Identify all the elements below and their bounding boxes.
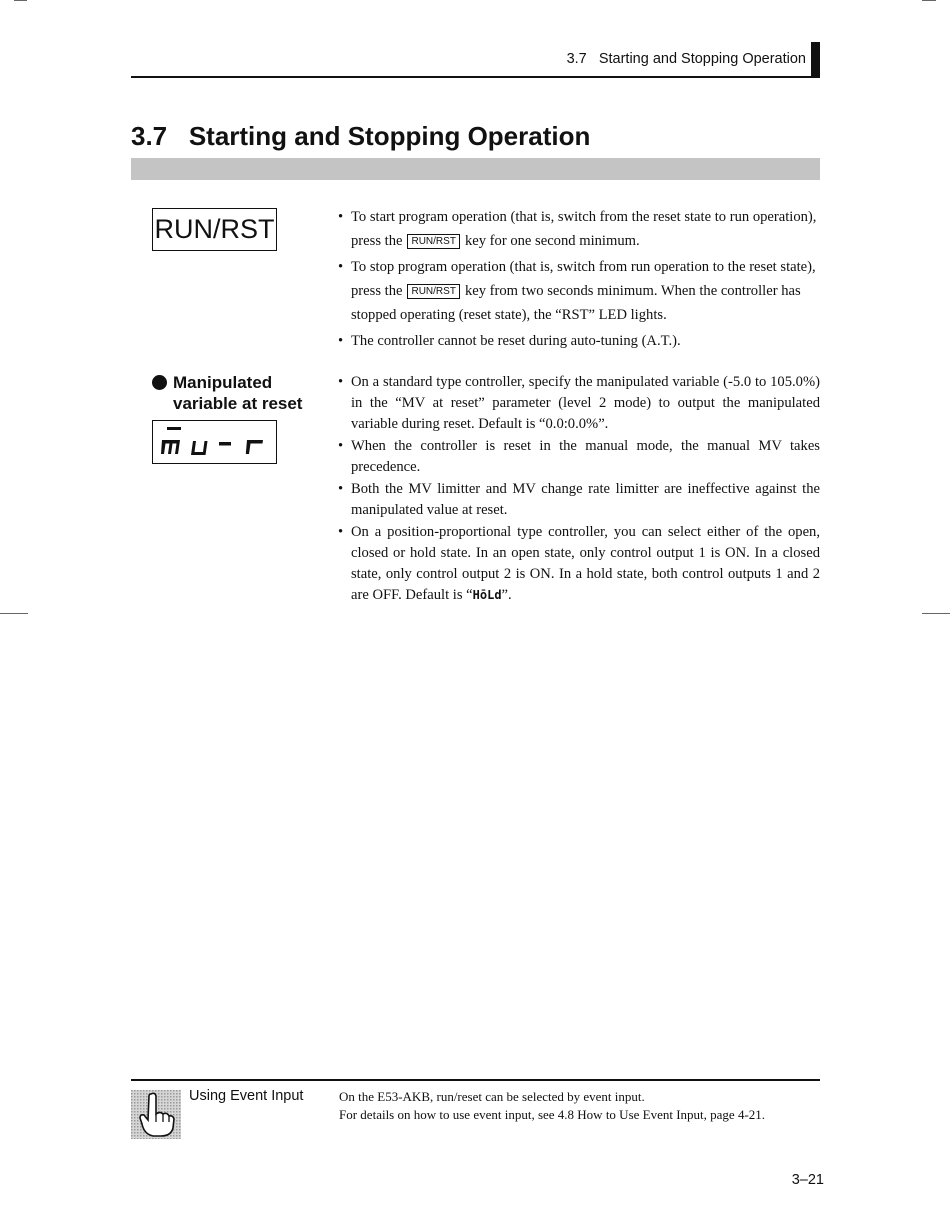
- section-title: 3.7 Starting and Stopping Operation: [131, 121, 591, 151]
- mv-at-reset-bullets: [338, 372, 820, 607]
- run-rst-bullets: [338, 205, 820, 355]
- note-line: For details on how to use event input, see 4.8 How to Use Event Input, page 4-21.: [339, 1107, 766, 1122]
- note-text: [339, 1088, 765, 1124]
- list-item: [338, 255, 820, 327]
- running-header: [131, 42, 820, 78]
- bullet-text: key from two seconds minimum. When the controller has stopped operating (reset state), the “RST” LED lights.: [351, 283, 801, 323]
- bullet-text: To stop program operation (that is, switch from run operation to the reset state), press the: [351, 259, 816, 299]
- list-item: [338, 522, 820, 606]
- header-tab-bar: [811, 42, 820, 76]
- note-line: On the E53-AKB, run/reset can be selected by event input.: [339, 1089, 645, 1104]
- list-item: • Both the MV limitter and MV change rate limitter are ineffective against the manipulated value at reset.: [338, 479, 820, 521]
- bullet-dot-icon: [152, 375, 167, 390]
- crop-mark-mid-right: [922, 613, 950, 614]
- note-label: Using Event Input: [189, 1088, 304, 1104]
- page-number: 3–21: [791, 1172, 824, 1188]
- run-rst-inline-key: RUN/RST: [407, 284, 459, 299]
- hold-display-code: HōLd: [472, 588, 502, 602]
- crop-mark-top-right: [922, 0, 936, 1]
- mv-at-reset-heading: [152, 372, 322, 414]
- run-rst-inline-key: RUN/RST: [407, 234, 459, 249]
- list-item: [338, 205, 820, 253]
- bullet-text: key for one second minimum.: [464, 233, 640, 249]
- mv-at-reset-heading-label: Manipulated variable at reset: [173, 373, 303, 413]
- crop-mark-mid-left: [0, 613, 28, 614]
- title-band: [131, 158, 820, 180]
- bullet-text: On a position-proportional type controller, you can select either of the open, closed or hold state. In an open state, only control output 1 is ON. In a closed state, only control output 2 is ON. In a hold state, both control outputs 1 and 2 are OFF. Default is “: [351, 524, 820, 603]
- pointing-hand-icon: [131, 1090, 181, 1139]
- list-item: • On a standard type controller, specify the manipulated variable (-5.0 to 105.0%) in the “MV at reset” parameter (level 2 mode) to output the manipulated variable during reset. Default is “0.0:0.0%”.: [338, 372, 820, 435]
- list-item: • When the controller is reset in the manual mode, the manual MV takes precedence.: [338, 436, 820, 478]
- mv-r-display-icon: [153, 421, 275, 462]
- bullet-text: ”.: [501, 587, 512, 603]
- run-rst-key-label: RUN/RST: [154, 214, 275, 244]
- running-header-title: 3.7 Starting and Stopping Operation: [566, 51, 806, 67]
- list-item: • The controller cannot be reset during auto-tuning (A.T.).: [338, 329, 820, 353]
- footer-rule: [131, 1079, 820, 1081]
- bullet-text: To start program operation (that is, switch from the reset state to run operation), press the: [351, 209, 817, 249]
- seven-segment-display: [152, 420, 277, 464]
- run-rst-key-illustration: [152, 208, 277, 251]
- crop-mark-top-left: [14, 0, 27, 1]
